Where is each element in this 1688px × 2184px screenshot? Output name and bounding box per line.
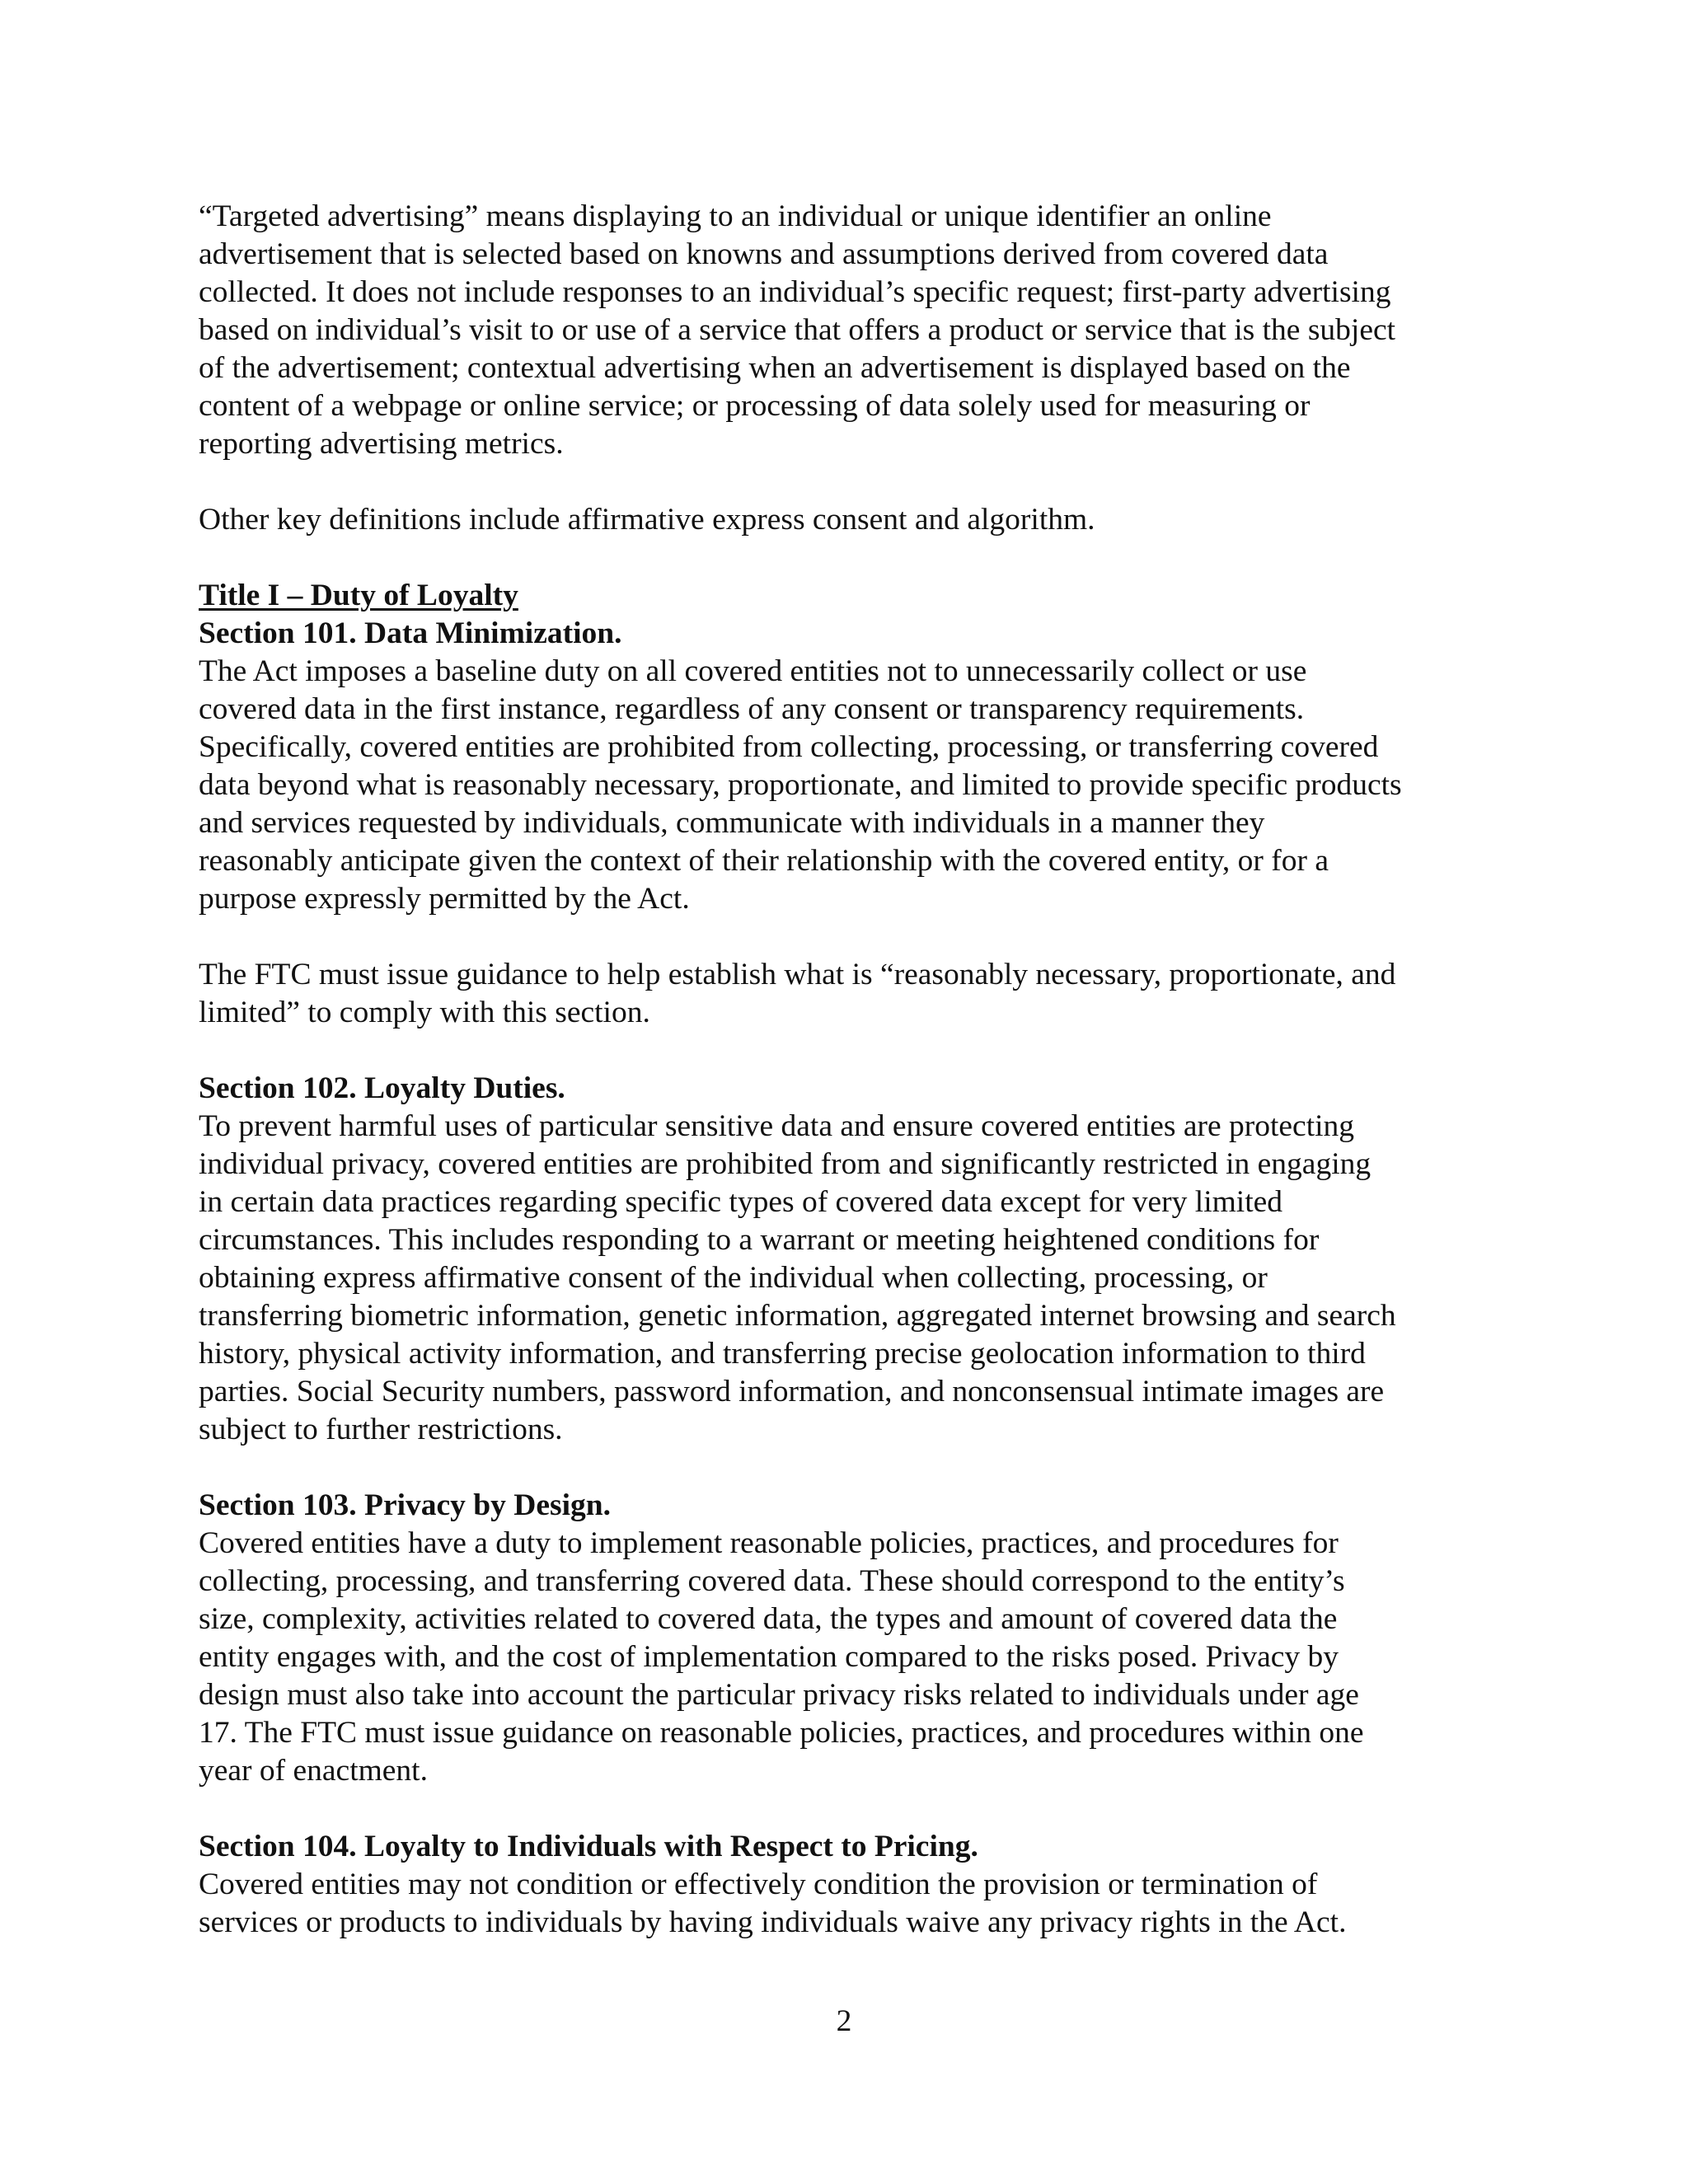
text-line: size, complexity, activities related to covered data, the types and amount of covered data the bbox=[199, 1602, 1338, 1636]
text-line: and services requested by individuals, communicate with individuals in a manner they bbox=[199, 806, 1265, 840]
text-line: data beyond what is reasonably necessary, proportionate, and limited to provide specific products bbox=[199, 768, 1402, 802]
text-line: subject to further restrictions. bbox=[199, 1413, 563, 1446]
text-line: of the advertisement; contextual advertising when an advertisement is displayed based on the bbox=[199, 351, 1351, 385]
blank-line bbox=[199, 918, 1501, 956]
section-102-paragraph-1 bbox=[199, 1108, 1501, 1449]
text-line: “Targeted advertising” means displaying to an individual or unique identifier an online bbox=[199, 199, 1272, 233]
title-heading bbox=[199, 577, 1501, 615]
text-line: transferring biometric information, genetic information, aggregated internet browsing and search bbox=[199, 1299, 1396, 1333]
text-line: history, physical activity information, and transferring precise geolocation information to third bbox=[199, 1337, 1366, 1371]
text-line: based on individual’s visit to or use of a service that offers a product or service that is the subject bbox=[199, 313, 1396, 347]
blank-line bbox=[199, 1449, 1501, 1487]
text-line: Other key definitions include affirmative express consent and algorithm. bbox=[199, 503, 1095, 537]
section-103-paragraph-1 bbox=[199, 1525, 1501, 1790]
text-line: purpose expressly permitted by the Act. bbox=[199, 882, 690, 916]
paragraph-targeted-advertising bbox=[199, 198, 1501, 463]
blank-line bbox=[199, 1790, 1501, 1828]
text-line: content of a webpage or online service; or processing of data solely used for measuring or bbox=[199, 389, 1311, 423]
text-line: individual privacy, covered entities are prohibited from and significantly restricted in engaging bbox=[199, 1147, 1372, 1181]
section-103-heading: Section 103. Privacy by Design. bbox=[199, 1488, 611, 1522]
text-line: parties. Social Security numbers, password information, and nonconsensual intimate images are bbox=[199, 1375, 1385, 1408]
title-heading-text: Title I – Duty of Loyalty bbox=[199, 579, 518, 612]
body-text bbox=[199, 198, 1501, 1942]
text-line: reasonably anticipate given the context of their relationship with the covered entity, or for a bbox=[199, 844, 1329, 878]
text-line: services or products to individuals by having individuals waive any privacy rights in the Act. bbox=[199, 1905, 1347, 1939]
text-line: The Act imposes a baseline duty on all covered entities not to unnecessarily collect or use bbox=[199, 654, 1307, 688]
page-number: 2 bbox=[836, 2004, 852, 2038]
text-line: obtaining express affirmative consent of the individual when collecting, processing, or bbox=[199, 1261, 1268, 1295]
section-101-paragraph-2 bbox=[199, 956, 1501, 1032]
text-line: in certain data practices regarding specific types of covered data except for very limited bbox=[199, 1185, 1283, 1219]
text-line: covered data in the first instance, regardless of any consent or transparency requirements. bbox=[199, 692, 1305, 726]
section-104-heading: Section 104. Loyalty to Individuals with Respect to Pricing. bbox=[199, 1830, 978, 1863]
blank-line bbox=[199, 539, 1501, 577]
text-line: To prevent harmful uses of particular sensitive data and ensure covered entities are protecting bbox=[199, 1109, 1355, 1143]
text-line: 17. The FTC must issue guidance on reasonable policies, practices, and procedures within one bbox=[199, 1716, 1364, 1750]
text-line: advertisement that is selected based on knowns and assumptions derived from covered data bbox=[199, 237, 1329, 271]
text-line: year of enactment. bbox=[199, 1754, 428, 1788]
text-line: entity engages with, and the cost of implementation compared to the risks posed. Privacy by bbox=[199, 1640, 1339, 1674]
text-line: Specifically, covered entities are prohibited from collecting, processing, or transferring covered bbox=[199, 730, 1379, 764]
section-101-paragraph-1 bbox=[199, 653, 1501, 918]
paragraph-other-definitions bbox=[199, 501, 1501, 539]
text-line: Covered entities may not condition or effectively condition the provision or termination of bbox=[199, 1868, 1318, 1901]
text-line: collecting, processing, and transferring covered data. These should correspond to the entity’s bbox=[199, 1564, 1345, 1598]
text-line: collected. It does not include responses to an individual’s specific request; first-party advertising bbox=[199, 275, 1391, 309]
text-line: reporting advertising metrics. bbox=[199, 427, 564, 461]
text-line: limited” to comply with this section. bbox=[199, 996, 650, 1029]
section-101-heading: Section 101. Data Minimization. bbox=[199, 616, 622, 650]
blank-line bbox=[199, 463, 1501, 501]
blank-line bbox=[199, 1032, 1501, 1070]
text-line: Covered entities have a duty to implement reasonable policies, practices, and procedures for bbox=[199, 1526, 1339, 1560]
text-line: design must also take into account the particular privacy risks related to individuals under age bbox=[199, 1678, 1359, 1712]
text-line: The FTC must issue guidance to help establish what is “reasonably necessary, proportionate, and bbox=[199, 958, 1396, 991]
section-102-heading: Section 102. Loyalty Duties. bbox=[199, 1071, 565, 1105]
section-104-paragraph-1 bbox=[199, 1866, 1501, 1942]
text-line: circumstances. This includes responding to a warrant or meeting heightened conditions for bbox=[199, 1223, 1320, 1257]
